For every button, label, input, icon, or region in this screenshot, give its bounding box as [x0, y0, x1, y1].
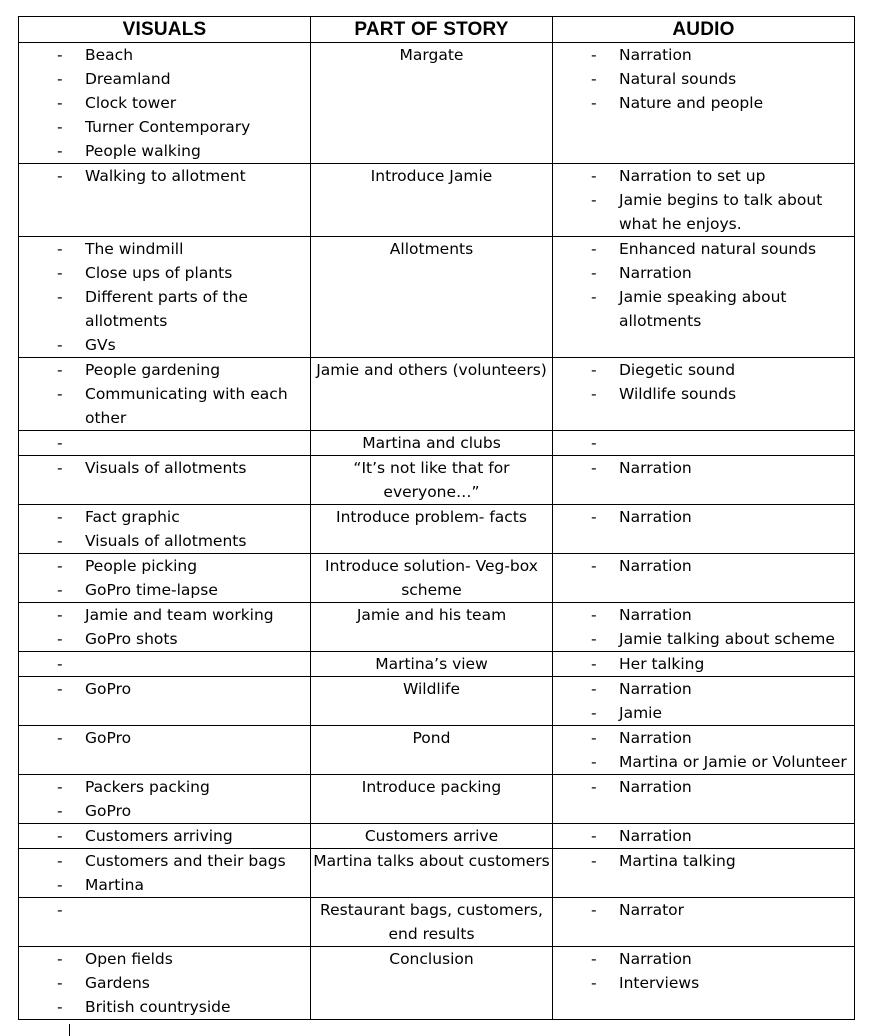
audio-item: - Interviews — [553, 971, 854, 995]
audio-item: - Narrator — [553, 898, 854, 922]
audio-header: AUDIO — [553, 17, 855, 43]
visuals-cell — [19, 603, 311, 652]
audio-item: - Narration — [553, 824, 854, 848]
story-cell: Introduce packing — [311, 775, 553, 824]
story-cell: Introduce solution- Veg-box scheme — [311, 554, 553, 603]
audio-cell — [553, 431, 855, 456]
audio-list — [553, 652, 854, 676]
audio-item: - Martina or Jamie or Volunteer — [553, 750, 854, 774]
visuals-item: - Fact graphic — [19, 505, 310, 529]
visuals-cell — [19, 652, 311, 677]
audio-item: - Narration to set up — [553, 164, 854, 188]
audio-list — [553, 775, 854, 799]
audio-cell — [553, 652, 855, 677]
visuals-list — [19, 677, 310, 701]
audio-cell — [553, 947, 855, 1020]
audio-list — [553, 824, 854, 848]
visuals-item: - Close ups of plants — [19, 261, 310, 285]
visuals-list — [19, 726, 310, 750]
visuals-item: - Jamie and team working — [19, 603, 310, 627]
story-cell: Martina and clubs — [311, 431, 553, 456]
audio-cell — [553, 237, 855, 358]
visuals-item: - Turner Contemporary — [19, 115, 310, 139]
text-cursor — [69, 1024, 70, 1036]
audio-item: - Narration — [553, 505, 854, 529]
table-row — [19, 358, 855, 431]
table-row — [19, 431, 855, 456]
audio-cell — [553, 43, 855, 164]
visuals-item: - Walking to allotment — [19, 164, 310, 188]
story-cell: Customers arrive — [311, 824, 553, 849]
story-cell: Allotments — [311, 237, 553, 358]
audio-list — [553, 237, 854, 333]
audio-cell — [553, 358, 855, 431]
audio-item: - Enhanced natural sounds — [553, 237, 854, 261]
visuals-item: - Open fields — [19, 947, 310, 971]
audio-cell — [553, 677, 855, 726]
table-row — [19, 677, 855, 726]
table-row — [19, 849, 855, 898]
audio-item: - Narration — [553, 603, 854, 627]
header-row — [19, 17, 855, 43]
visuals-item: - GoPro — [19, 799, 310, 823]
audio-cell — [553, 898, 855, 947]
table-row — [19, 554, 855, 603]
table-row — [19, 456, 855, 505]
audio-list — [553, 554, 854, 578]
visuals-header: VISUALS — [19, 17, 311, 43]
visuals-list — [19, 947, 310, 1019]
audio-item: - Diegetic sound — [553, 358, 854, 382]
table-row — [19, 824, 855, 849]
table-row — [19, 726, 855, 775]
audio-item: - Jamie talking about scheme — [553, 627, 854, 651]
storyboard-table — [18, 16, 855, 1020]
visuals-list — [19, 237, 310, 357]
audio-item: - Martina talking — [553, 849, 854, 873]
audio-list — [553, 164, 854, 236]
visuals-item: - Different parts of the allotments — [19, 285, 310, 333]
visuals-cell — [19, 677, 311, 726]
audio-list — [553, 898, 854, 922]
audio-list — [553, 677, 854, 725]
visuals-cell — [19, 237, 311, 358]
table-row — [19, 898, 855, 947]
table-row — [19, 603, 855, 652]
audio-item: - Narration — [553, 775, 854, 799]
audio-cell — [553, 824, 855, 849]
audio-item: - Narration — [553, 726, 854, 750]
audio-list — [553, 849, 854, 873]
table-row — [19, 505, 855, 554]
visuals-cell — [19, 898, 311, 947]
visuals-item: - GVs — [19, 333, 310, 357]
table-row — [19, 237, 855, 358]
visuals-item: - GoPro — [19, 677, 310, 701]
audio-item: - Natural sounds — [553, 67, 854, 91]
audio-item: - Jamie begins to talk about what he enjoys. — [553, 188, 854, 236]
table-row — [19, 43, 855, 164]
audio-item: - Jamie speaking about allotments — [553, 285, 854, 333]
audio-item: - Narration — [553, 456, 854, 480]
visuals-cell — [19, 456, 311, 505]
visuals-item: - People picking — [19, 554, 310, 578]
visuals-item: - People walking — [19, 139, 310, 163]
story-cell: Jamie and his team — [311, 603, 553, 652]
visuals-cell — [19, 164, 311, 237]
audio-cell — [553, 554, 855, 603]
table-row — [19, 164, 855, 237]
visuals-item: - Dreamland — [19, 67, 310, 91]
visuals-list — [19, 603, 310, 651]
visuals-cell — [19, 726, 311, 775]
audio-list — [553, 43, 854, 115]
table-row — [19, 652, 855, 677]
story-cell: Wildlife — [311, 677, 553, 726]
audio-list — [553, 603, 854, 651]
story-cell: Martina’s view — [311, 652, 553, 677]
audio-cell — [553, 603, 855, 652]
story-cell: Restaurant bags, customers, end results — [311, 898, 553, 947]
audio-cell — [553, 726, 855, 775]
audio-cell — [553, 505, 855, 554]
visuals-item: - British countryside — [19, 995, 310, 1019]
audio-item: - Jamie — [553, 701, 854, 725]
audio-item: - Narration — [553, 43, 854, 67]
audio-item: - Her talking — [553, 652, 854, 676]
visuals-list — [19, 43, 310, 163]
visuals-list — [19, 456, 310, 480]
visuals-item: - Visuals of allotments — [19, 529, 310, 553]
audio-list — [553, 726, 854, 774]
audio-list — [553, 358, 854, 406]
visuals-cell — [19, 947, 311, 1020]
visuals-cell — [19, 849, 311, 898]
audio-list — [553, 505, 854, 529]
visuals-list — [19, 775, 310, 823]
visuals-item: - Martina — [19, 873, 310, 897]
visuals-list — [19, 164, 310, 188]
table-row — [19, 775, 855, 824]
visuals-item: - Communicating with each other — [19, 382, 310, 430]
story-cell: “It’s not like that for everyone…” — [311, 456, 553, 505]
visuals-cell — [19, 43, 311, 164]
visuals-cell — [19, 775, 311, 824]
audio-list — [553, 947, 854, 995]
visuals-item: - People gardening — [19, 358, 310, 382]
story-cell: Pond — [311, 726, 553, 775]
visuals-list — [19, 554, 310, 602]
visuals-cell — [19, 431, 311, 456]
visuals-item: - Customers and their bags — [19, 849, 310, 873]
audio-cell — [553, 456, 855, 505]
audio-cell — [553, 164, 855, 237]
audio-item: - Wildlife sounds — [553, 382, 854, 406]
audio-item: - Narration — [553, 554, 854, 578]
story-cell: Introduce Jamie — [311, 164, 553, 237]
visuals-item: - GoPro time-lapse — [19, 578, 310, 602]
audio-item: - Nature and people — [553, 91, 854, 115]
visuals-list — [19, 824, 310, 848]
story-header: PART OF STORY — [311, 17, 553, 43]
visuals-cell — [19, 358, 311, 431]
audio-cell — [553, 849, 855, 898]
story-cell: Martina talks about customers — [311, 849, 553, 898]
story-cell: Jamie and others (volunteers) — [311, 358, 553, 431]
audio-item: - Narration — [553, 947, 854, 971]
audio-cell — [553, 775, 855, 824]
audio-item: - Narration — [553, 677, 854, 701]
visuals-item: - Beach — [19, 43, 310, 67]
visuals-item: - The windmill — [19, 237, 310, 261]
visuals-list — [19, 505, 310, 553]
visuals-item: - GoPro shots — [19, 627, 310, 651]
visuals-item: - Packers packing — [19, 775, 310, 799]
audio-list — [553, 456, 854, 480]
story-cell: Introduce problem- facts — [311, 505, 553, 554]
visuals-item: - Visuals of allotments — [19, 456, 310, 480]
story-cell: Conclusion — [311, 947, 553, 1020]
visuals-cell — [19, 554, 311, 603]
visuals-list — [19, 358, 310, 430]
table-body — [19, 43, 855, 1020]
story-cell: Margate — [311, 43, 553, 164]
visuals-item: - Clock tower — [19, 91, 310, 115]
visuals-list — [19, 849, 310, 897]
visuals-item: - GoPro — [19, 726, 310, 750]
table-row — [19, 947, 855, 1020]
visuals-cell — [19, 505, 311, 554]
visuals-item: - Gardens — [19, 971, 310, 995]
audio-item: - Narration — [553, 261, 854, 285]
visuals-item: - Customers arriving — [19, 824, 310, 848]
visuals-cell — [19, 824, 311, 849]
